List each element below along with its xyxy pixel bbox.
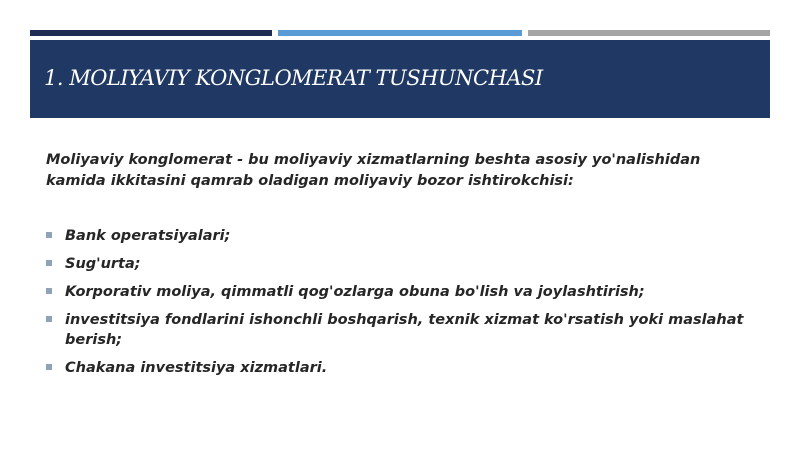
square-bullet-icon [46,316,52,322]
list-item-text: Sug'urta; [65,256,141,272]
list-item-text: Chakana investitsiya xizmatlari. [65,360,328,376]
list-item [46,310,761,350]
list-item [46,226,761,246]
title-band [30,40,770,118]
list-item-text: investitsiya fondlarini ishonchli boshqarish, texnik xizmat ko'rsatish yoki maslahat berish; [65,312,744,348]
slide-title: 1. MOLIYAVIY KONGLOMERAT TUSHUNCHASI [44,66,543,90]
list-item [46,254,761,274]
intro-paragraph: Moliyaviy konglomerat - bu moliyaviy xizmatlarning beshta asosiy yo'nalishidan kamida ikkitasini qamrab oladigan moliyaviy bozor ishtirokchisi: [46,152,701,189]
square-bullet-icon [46,364,52,370]
list-item [46,282,761,302]
list-item [46,358,761,378]
bullet-list [46,226,761,386]
square-bullet-icon [46,260,52,266]
square-bullet-icon [46,232,52,238]
accent-bar-dark [30,30,272,36]
square-bullet-icon [46,288,52,294]
list-item-text: Bank operatsiyalari; [65,228,231,244]
list-item-text: Korporativ moliya, qimmatli qog'ozlarga obuna bo'lish va joylashtirish; [65,284,645,300]
accent-bar-blue [278,30,522,36]
accent-bar-gray [528,30,770,36]
